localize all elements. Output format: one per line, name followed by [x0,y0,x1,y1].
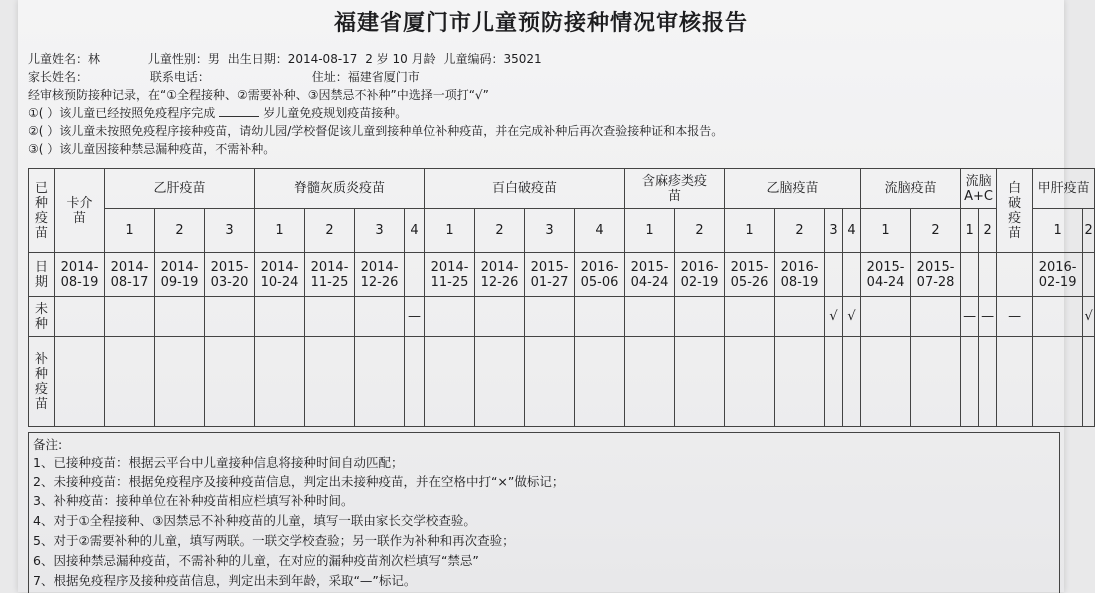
dose-cell: 1 [861,209,911,253]
missing-cell [155,297,205,337]
date-cell: 2016-05-06 [575,253,625,297]
col-measles: 含麻疹类疫 苗 [625,169,725,209]
dose-cell: 2 [475,209,525,253]
missing-cell: — [405,297,425,337]
missing-cell [255,297,305,337]
date-cell [825,253,843,297]
date-cell [997,253,1033,297]
dose-cell: 1 [105,209,155,253]
catchup-cell[interactable] [305,337,355,427]
birth-date: 出生日期：2014-08-17 [227,52,358,66]
date-cell: 2014-12-26 [355,253,405,297]
missing-cell [355,297,405,337]
missing-cell [775,297,825,337]
date-cell [979,253,997,297]
date-cell: 2014-11-25 [305,253,355,297]
catchup-cell[interactable] [255,337,305,427]
col-hepb: 乙肝疫苗 [105,169,255,209]
date-cell: 2014-09-19 [155,253,205,297]
note-item: 2、未接种疫苗：根据免疫程序及接种疫苗信息，判定出未接种疫苗，并在空格中打“×”做标记； [33,474,565,489]
date-cell: 2015-04-24 [861,253,911,297]
missing-cell: √ [843,297,861,337]
note-item: 4、对于①全程接种、③因禁忌不补种疫苗的儿童，填写一联由家长交学校查验。 [33,513,476,528]
child-info-line [28,50,546,67]
instruction-line: 经审核预防接种记录，在“①全程接种、②需要补种、③因禁忌不补种”中选择一项打“√” [28,88,489,102]
dose-cell: 4 [575,209,625,253]
dose-cell: 1 [255,209,305,253]
child-code: 儿童编码：35021 [443,52,542,66]
missing-cell [525,297,575,337]
catchup-cell[interactable] [425,337,475,427]
child-name-label: 儿童姓名：林 [28,52,101,66]
missing-cell [675,297,725,337]
parent-info-line [28,68,424,85]
col-menac: 流脑 A+C [961,169,997,209]
catchup-cell[interactable] [55,337,105,427]
missing-cell [105,297,155,337]
dose-cell: 2 [675,209,725,253]
dose-cell: 1 [725,209,775,253]
catchup-row [29,337,1095,427]
option-1-text: ①( ）该儿童已经按照免疫程序完成 [28,106,216,120]
catchup-cell[interactable] [997,337,1033,427]
col-je: 乙脑疫苗 [725,169,861,209]
date-cell [1083,253,1095,297]
catchup-cell[interactable] [355,337,405,427]
dose-cell: 2 [155,209,205,253]
missing-cell [575,297,625,337]
missing-cell [1033,297,1083,337]
date-cell: 2016-02-19 [1033,253,1083,297]
vaccination-table [28,168,1095,427]
date-row [29,253,1095,297]
catchup-cell[interactable] [525,337,575,427]
col-mena: 流脑疫苗 [861,169,961,209]
dose-cell: 3 [355,209,405,253]
notes-section [28,432,1060,593]
dose-cell: 2 [911,209,961,253]
missing-cell [861,297,911,337]
col-bcg: 卡介 苗 [55,169,105,253]
catchup-cell[interactable] [105,337,155,427]
catchup-cell[interactable] [979,337,997,427]
catchup-cell[interactable] [205,337,255,427]
date-cell: 2015-04-24 [625,253,675,297]
report-title: 福建省厦门市儿童预防接种情况审核报告 [333,10,748,36]
missing-cell: — [997,297,1033,337]
catchup-cell[interactable] [155,337,205,427]
col-dtp: 百白破疫苗 [425,169,625,209]
dose-cell: 1 [625,209,675,253]
date-cell: 2014-11-25 [425,253,475,297]
address: 住址：福建省厦门市 [311,70,420,84]
row-head-catchup: 补 种 疫 苗 [29,337,55,427]
dose-cell: 2 [1083,209,1095,253]
date-cell: 2015-03-20 [205,253,255,297]
dose-row [29,209,1095,253]
missing-cell [305,297,355,337]
row-head-date: 日 期 [29,253,55,297]
note-item: 3、补种疫苗：接种单位在补种疫苗相应栏填写补种时间。 [33,493,354,508]
date-cell [961,253,979,297]
catchup-cell[interactable] [775,337,825,427]
dose-cell: 4 [405,209,425,253]
option-2: ②( ）该儿童未按照免疫程序接种疫苗，请幼儿园/学校督促该儿童到接种单位补种疫苗，并在完成补种后再次查验接种证和本报告。 [28,124,724,138]
note-item: 5、对于②需要补种的儿童，填写两联。一联交学校查验；另一联作为补种和再次查验； [33,533,515,548]
dose-cell: 4 [843,209,861,253]
missing-row [29,297,1095,337]
missing-cell [55,297,105,337]
catchup-cell[interactable] [961,337,979,427]
notes-heading: 备注: [33,437,63,452]
catchup-cell[interactable] [575,337,625,427]
date-cell [405,253,425,297]
catchup-cell[interactable] [1033,337,1083,427]
note-item: 7、根据免疫程序及接种疫苗信息，判定出未到年龄，采取“—”标记。 [33,573,417,588]
col-dt: 白 破 疫 苗 [997,169,1033,253]
missing-cell [625,297,675,337]
catchup-cell[interactable] [725,337,775,427]
missing-cell: √ [1083,297,1095,337]
row-head-done: 已 种 疫 苗 [29,169,55,253]
dose-cell: 2 [305,209,355,253]
catchup-cell[interactable] [843,337,861,427]
catchup-cell[interactable] [675,337,725,427]
dose-cell: 2 [979,209,997,253]
date-cell [843,253,861,297]
missing-cell: — [979,297,997,337]
catchup-cell[interactable] [405,337,425,427]
catchup-cell[interactable] [475,337,525,427]
child-gender: 儿童性别：男 [147,52,220,66]
date-cell: 2014-08-19 [55,253,105,297]
dose-cell: 3 [825,209,843,253]
catchup-cell[interactable] [861,337,911,427]
option-3: ③( ）该儿童因接种禁忌漏种疫苗，不需补种。 [28,142,276,156]
date-cell: 2015-01-27 [525,253,575,297]
date-cell: 2014-08-17 [105,253,155,297]
missing-cell [725,297,775,337]
catchup-cell[interactable] [1083,337,1095,427]
date-cell: 2014-10-24 [255,253,305,297]
missing-cell [911,297,961,337]
option-1-suffix: 岁儿童免疫规划疫苗接种。 [263,106,408,120]
option-1 [28,104,411,121]
missing-cell [425,297,475,337]
note-item: 6、因接种禁忌漏种疫苗，不需补种的儿童，在对应的漏种疫苗剂次栏填写“禁忌” [33,553,479,568]
parent-name-label: 家长姓名： [28,70,89,84]
missing-cell [205,297,255,337]
child-age: 2 岁 10 月龄 [365,52,436,66]
col-hepa: 甲肝疫苗 [1033,169,1095,209]
catchup-cell[interactable] [825,337,843,427]
catchup-cell[interactable] [911,337,961,427]
missing-cell [475,297,525,337]
missing-cell: √ [825,297,843,337]
phone-label: 联系电话： [149,70,210,84]
dose-cell: 1 [961,209,979,253]
row-head-missing: 未 种 [29,297,55,337]
missing-cell: — [961,297,979,337]
dose-cell: 3 [525,209,575,253]
note-item: 1、已接种疫苗：根据云平台中儿童接种信息将接种时间自动匹配； [33,455,404,470]
col-polio: 脊髓灰质炎疫苗 [255,169,425,209]
dose-cell: 3 [205,209,255,253]
date-cell: 2016-08-19 [775,253,825,297]
dose-cell: 1 [425,209,475,253]
dose-cell: 2 [775,209,825,253]
catchup-cell[interactable] [625,337,675,427]
date-cell: 2014-12-26 [475,253,525,297]
date-cell: 2015-05-26 [725,253,775,297]
date-cell: 2016-02-19 [675,253,725,297]
date-cell: 2015-07-28 [911,253,961,297]
report-sheet [18,0,1093,592]
dose-cell: 1 [1033,209,1083,253]
